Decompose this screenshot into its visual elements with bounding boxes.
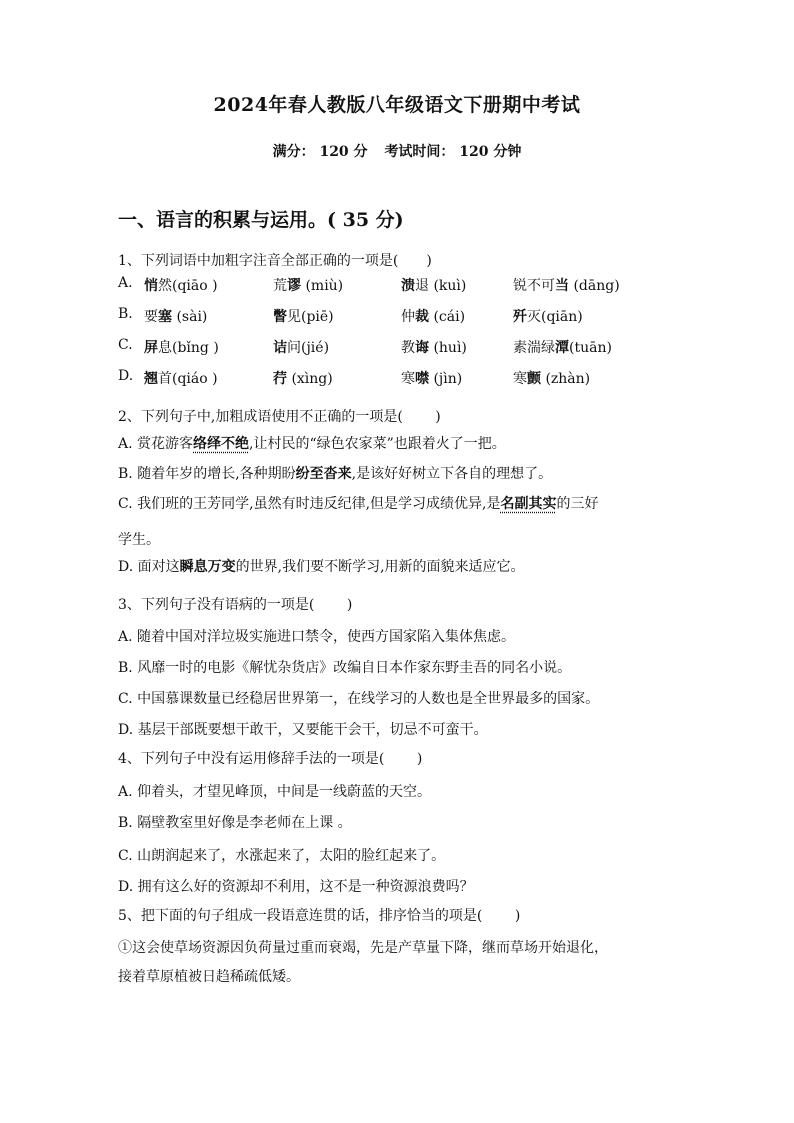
q1-word: 荒谬 (miù) [273, 278, 344, 294]
q3-option-d: D. 基层干部既要想干敢干，又要能干会干，切忌不可蛮干。 [118, 722, 488, 738]
exam-time: 考试时间： 120 分钟 [384, 144, 522, 160]
option-label: D. [118, 368, 134, 384]
question-4-stem: 4、下列句子中没有运用修辞手法的一项是( ) [118, 751, 423, 767]
q3-option-a: A. 随着中国对洋垃圾实施进口禁令，使西方国家陷入集体焦虑。 [118, 629, 516, 645]
q1-option-row [118, 337, 678, 357]
question-1-stem: 1、下列词语中加粗字注音全部正确的一项是( ) [118, 253, 432, 269]
q5-sentence-1: ①这会使草场资源因负荷量过重而衰竭，先是产草量下降，继而草场开始退化， [118, 940, 608, 956]
option-label: C. [118, 337, 133, 353]
q1-word: 要塞 (sài) [144, 309, 208, 325]
q4-option-d: D. 拥有这么好的资源却不利用，这不是一种资源浪费吗？ [118, 879, 474, 895]
q1-word: 瞥见(piē) [273, 309, 334, 325]
section-heading: 一、语言的积累与运用。( 35 分) [118, 209, 404, 231]
q1-option-row [118, 275, 678, 295]
q1-word: 溃退 (kuì) [401, 278, 467, 294]
q1-word: 锐不可当 (dāng) [513, 278, 620, 294]
option-label: A. [118, 275, 133, 291]
exam-meta [0, 141, 794, 161]
q4-option-c: C. 山朗润起来了，水涨起来了，太阳的脸红起来了。 [118, 848, 446, 864]
q2-option-c-continued: 学生。 [118, 532, 160, 548]
q1-word: 教诲 (huì) [401, 340, 467, 356]
q4-option-a: A. 仰着头，才望见峰顶，中间是一线蔚蓝的天空。 [118, 784, 432, 800]
q2-option-c: C. 我们班的王芳同学,虽然有时违反纪律,但是学习成绩优异,是名副其实的三好 [118, 496, 599, 512]
q4-option-b: B. 隔壁教室里好像是李老师在上课 。 [118, 815, 352, 831]
q2-option-b: B. 随着年岁的增长,各种期盼纷至沓来,是该好好树立下各自的理想了。 [118, 466, 553, 482]
q1-word: 素湍绿潭(tuān) [513, 340, 612, 356]
question-5-stem: 5、把下面的句子组成一段语意连贯的话，排序恰当的项是( ) [118, 908, 521, 924]
full-score: 满分： 120 分 [272, 144, 368, 160]
q1-option-row [118, 368, 678, 388]
q1-word: 仲裁 (cái) [401, 309, 466, 325]
q1-word: 翘首(qiáo ) [144, 371, 218, 387]
q2-option-a: A. 赏花游客络绎不绝,让村民的“绿色农家菜”也跟着火了一把。 [118, 436, 506, 452]
q1-word: 歼灭(qiān) [513, 309, 583, 325]
q5-sentence-1-continued: 接着草原植被日趋稀疏低矮。 [118, 969, 300, 985]
q3-option-b: B. 风靡一时的电影《解忧杂货店》改编自日本作家东野圭吾的同名小说。 [118, 660, 572, 676]
q2-option-d: D. 面对这瞬息万变的世界,我们要不断学习,用新的面貌来适应它。 [118, 559, 525, 575]
q1-word: 寒噤 (jìn) [401, 371, 463, 387]
question-3-stem: 3、下列句子没有语病的一项是( ) [118, 597, 353, 613]
question-2-stem: 2、下列句子中,加粗成语使用不正确的一项是( ) [118, 409, 441, 425]
q1-word: 悄然(qiāo ) [144, 278, 218, 294]
q1-word: 寒颤 (zhàn) [513, 371, 591, 387]
q3-option-c: C. 中国慕课数量已经稳居世界第一，在线学习的人数也是全世界最多的国家。 [118, 691, 600, 707]
option-label: B. [118, 306, 133, 322]
page-title: 2024年春人教版八年级语文下册期中考试 [213, 94, 581, 116]
q1-word: 屏息(bǐng ) [144, 340, 219, 356]
q1-word: 诘问(jié) [273, 340, 330, 356]
q1-word: 荇 (xìng) [273, 371, 333, 387]
q1-option-row [118, 306, 678, 326]
